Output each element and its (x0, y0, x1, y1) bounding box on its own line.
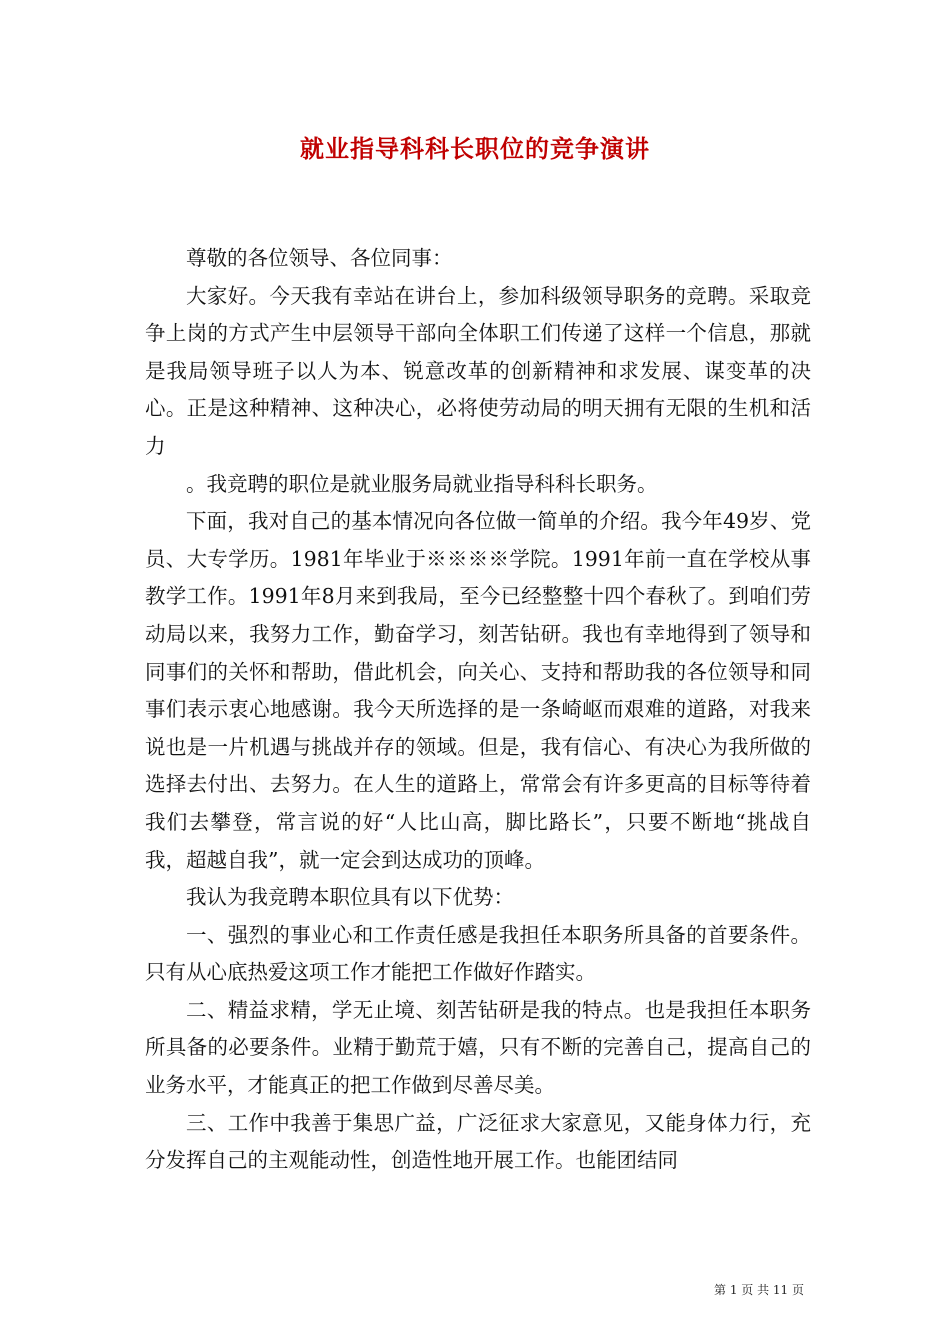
document-title: 就业指导科科长职位的竞争演讲 (300, 134, 650, 163)
document-body (145, 240, 811, 1180)
page-number: 第 1 页 共 11 页 (714, 1283, 804, 1297)
salutation-paragraph: 尊敬的各位领导、各位同事： (186, 246, 453, 270)
body-paragraph: 我认为我竞聘本职位具有以下优势： (186, 885, 514, 910)
body-paragraph: 。我竞聘的职位是就业服务局就业指导科科长职务。 (186, 471, 658, 496)
body-paragraph: 一、强烈的事业心和工作责任感是我担任本职务所具备的首要条件。只有从心底热爱这项工作才能把工作做好作踏实。 (145, 922, 811, 985)
body-paragraph: 大家好。今天我有幸站在讲台上，参加科级领导职务的竞聘。采取竞争上岗的方式产生中层领导干部向全体职工们传递了这样一个信息，那就是我局领导班子以人为本、锐意改革的创新精神和求发展、谋变革的决心。正是这种精神、这种决心，必将使劳动局的明天拥有无限的生机和活力 (145, 283, 811, 458)
body-paragraph: 下面，我对自己的基本情况向各位做一简单的介绍。我今年49岁、党员、大专学历。1981年毕业于※※※※学院。1991年前一直在学校从事教学工作。1991年8月来到我局，至今已经整整十四个春秋了。到咱们劳动局以来，我努力工作，勤奋学习，刻苦钻研。我也有幸地得到了领导和同事们的关怀和帮助，借此机会，向关心、支持和帮助我的各位领导和同事们表示衷心地感谢。我今天所选择的是一条崎岖而艰难的道路，对我来说也是一片机遇与挑战并存的领域。但是，我有信心、有决心为我所做的选择去付出、去努力。在人生的道路上，常常会有许多更高的目标等待着我们去攀登，常言说的好“人比山高，脚比路长”，只要不断地“挑战自我，超越自我”，就一定会到达成功的顶峰。 (145, 509, 811, 872)
body-paragraph: 二、精益求精，学无止境、刻苦钻研是我的特点。也是我担任本职务所具备的必要条件。业精于勤荒于嬉，只有不断的完善自己，提高自己的业务水平，才能真正的把工作做到尽善尽美。 (145, 997, 811, 1098)
body-paragraph: 三、工作中我善于集思广益，广泛征求大家意见，又能身体力行，充分发挥自己的主观能动性，创造性地开展工作。也能团结同 (145, 1110, 811, 1173)
